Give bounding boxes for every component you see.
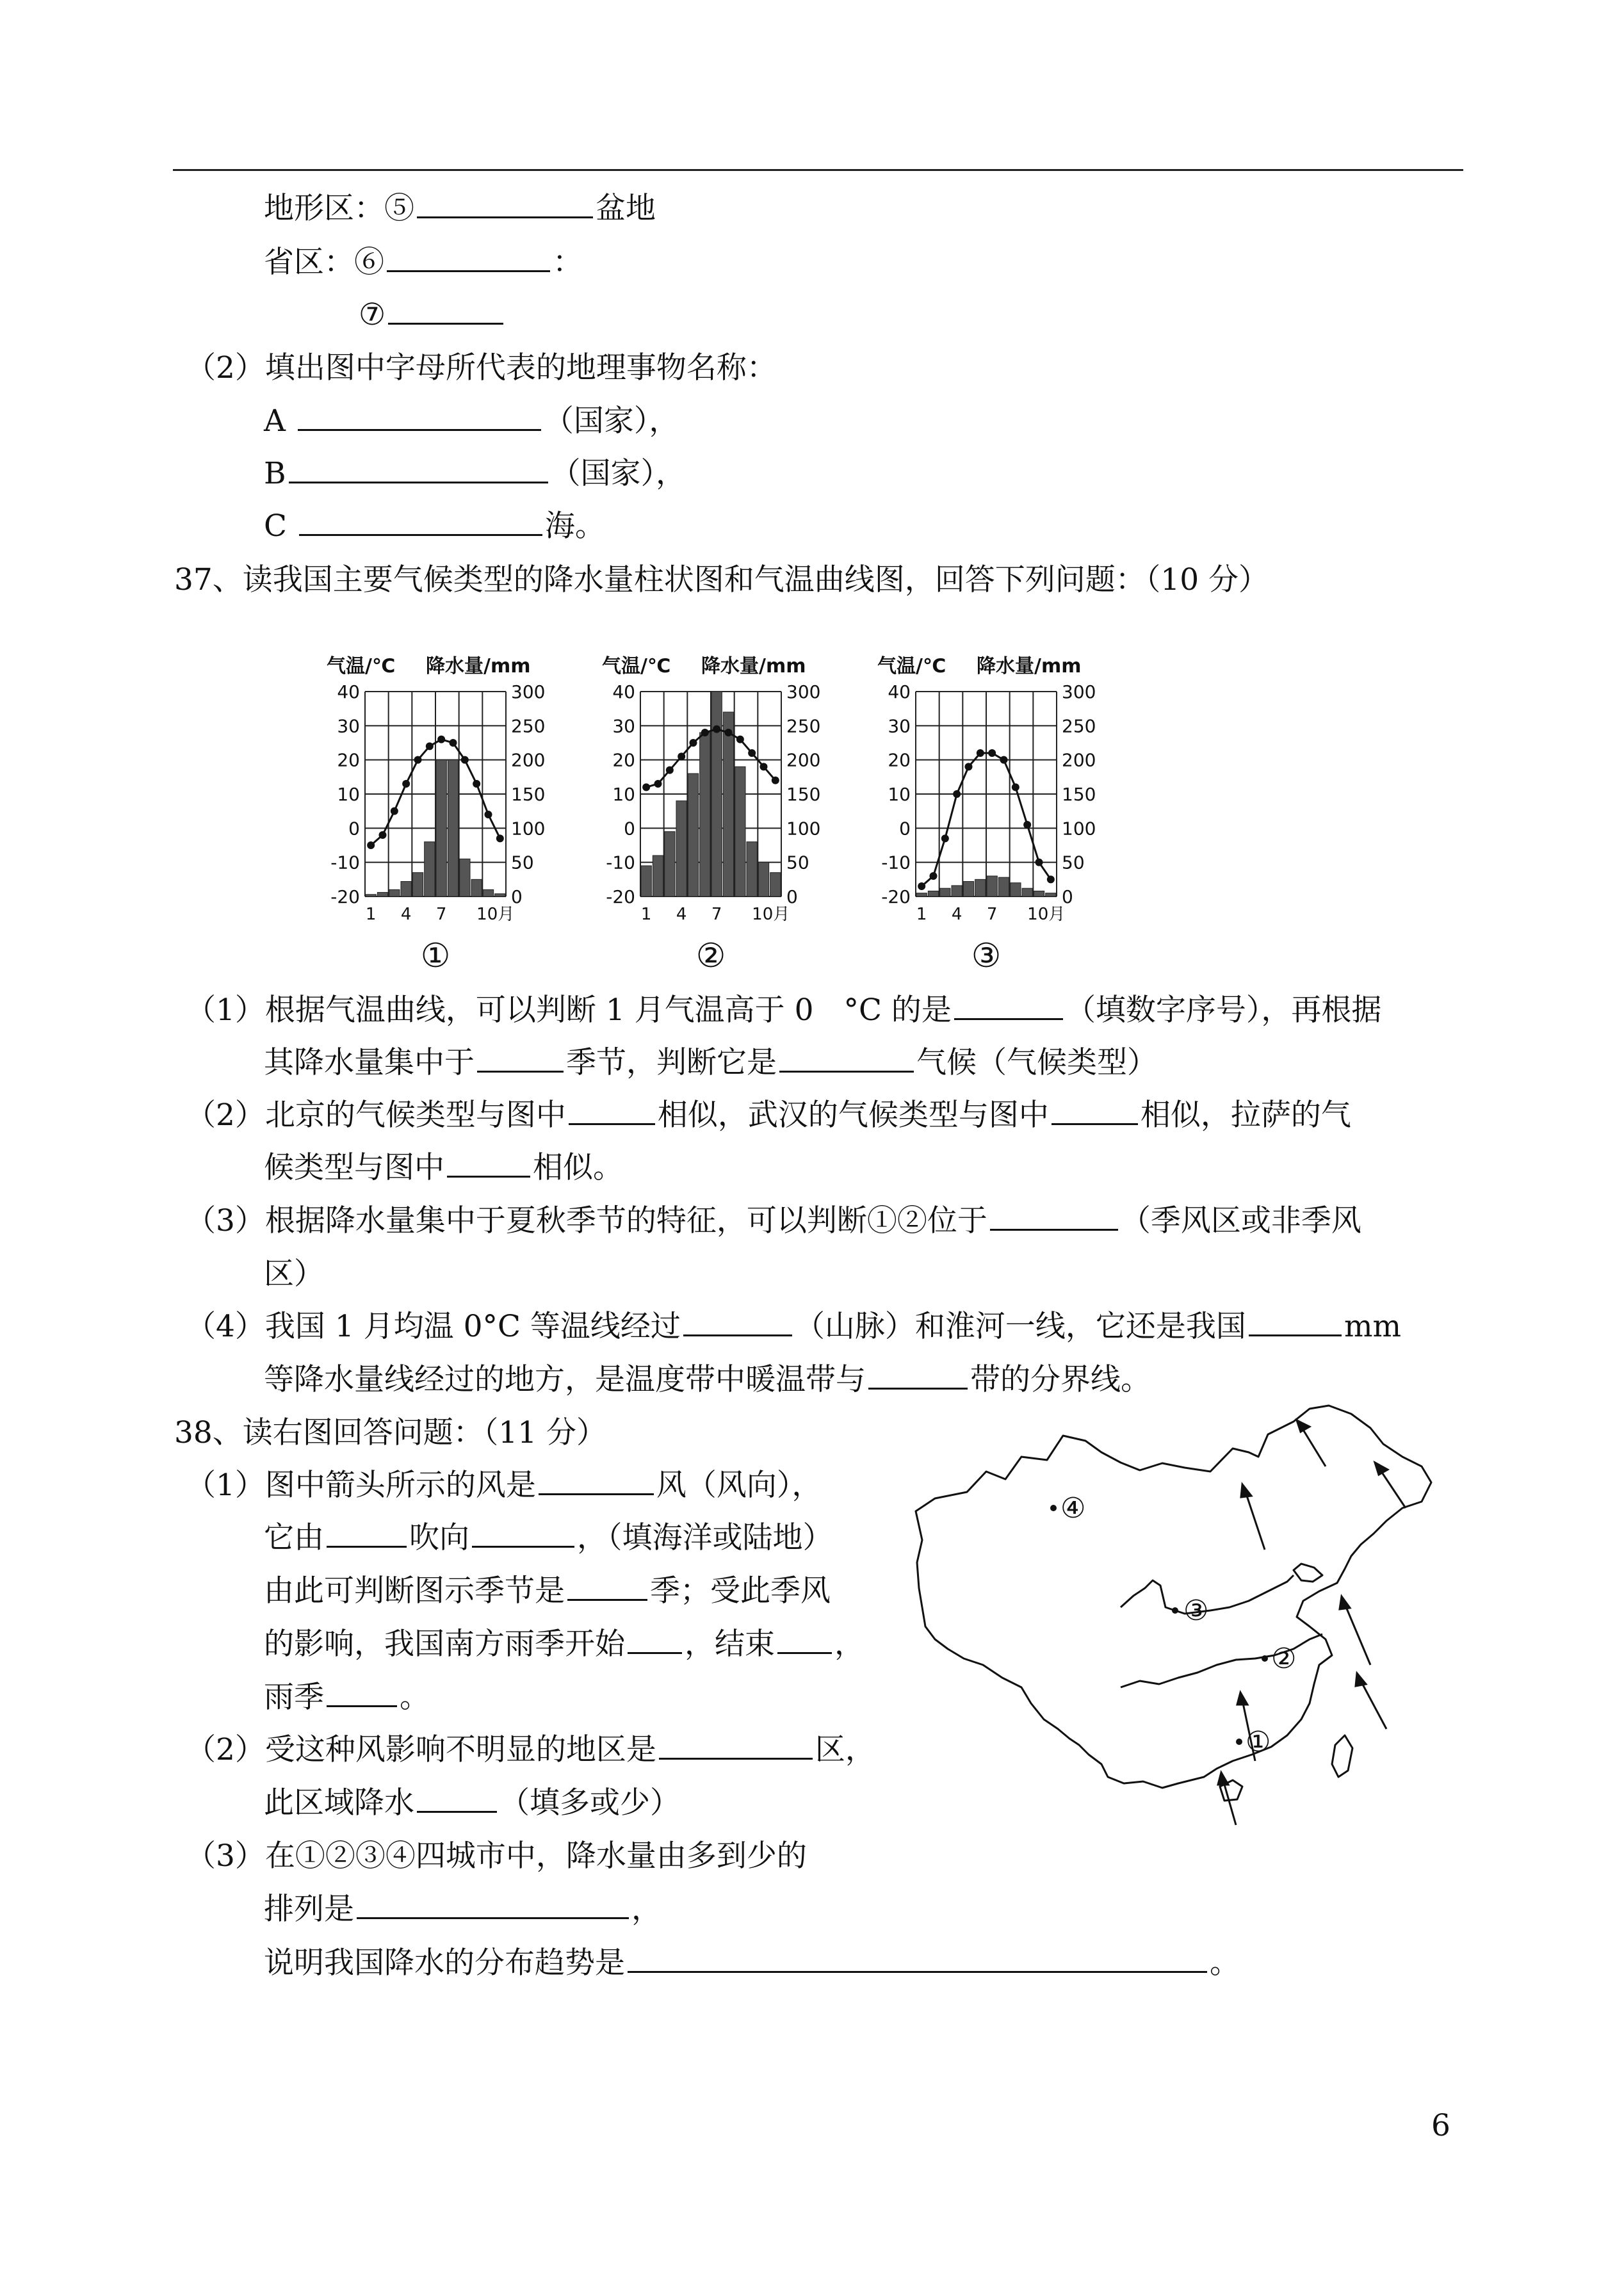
blank-q37-4b[interactable] bbox=[1249, 1309, 1342, 1336]
text: （季风区或非季风 bbox=[1120, 1203, 1361, 1238]
temp-point bbox=[414, 756, 422, 764]
text: 的影响，我国南方雨季开始 bbox=[264, 1626, 625, 1662]
temp-tick-label: 10 bbox=[612, 784, 635, 805]
precip-bar bbox=[1011, 883, 1021, 896]
q37-p3-line1 bbox=[186, 1202, 1361, 1240]
temp-point bbox=[930, 872, 938, 880]
temp-tick-label: -20 bbox=[881, 886, 911, 907]
text: （1）根据气温曲线，可以判断 1 月气温高于 0 °C 的是 bbox=[186, 993, 952, 1028]
temp-point bbox=[654, 780, 662, 788]
text: 候类型与图中 bbox=[264, 1150, 444, 1185]
q37-p3-line2: 区） bbox=[264, 1256, 324, 1292]
precip-bar bbox=[952, 886, 962, 896]
climate-charts bbox=[320, 640, 1153, 999]
temp-point bbox=[379, 831, 387, 839]
china-map bbox=[909, 1396, 1460, 1857]
q38-p3-line2 bbox=[264, 1890, 662, 1929]
q37-p4-line2 bbox=[264, 1361, 1151, 1399]
precip-bar bbox=[975, 879, 986, 896]
text: （填多或少） bbox=[499, 1785, 680, 1821]
precip-bar bbox=[460, 859, 470, 896]
q38-p1-line1 bbox=[186, 1466, 822, 1505]
precip-tick-label: 50 bbox=[511, 852, 534, 873]
blank-B[interactable] bbox=[289, 456, 548, 483]
q38-p2-line2 bbox=[264, 1784, 680, 1822]
precip-tick-label: 100 bbox=[786, 818, 821, 839]
precip-bar bbox=[770, 873, 781, 896]
letter-A: A bbox=[264, 403, 286, 439]
arrow-7 bbox=[1223, 1780, 1236, 1825]
temp-axis-title: 气温/℃ bbox=[602, 655, 671, 677]
text: 带的分界线。 bbox=[970, 1362, 1151, 1397]
temp-point bbox=[391, 807, 398, 815]
text: （1）图中箭头所示的风是 bbox=[186, 1468, 536, 1503]
precip-tick-label: 300 bbox=[511, 681, 546, 702]
precip-tick-label: 300 bbox=[1062, 681, 1096, 702]
precip-axis-title: 降水量/mm bbox=[701, 655, 806, 677]
blank-q38-1a[interactable] bbox=[539, 1468, 654, 1495]
text: 雨季 bbox=[264, 1680, 324, 1715]
temp-point bbox=[713, 726, 720, 733]
precip-tick-label: 0 bbox=[511, 886, 523, 907]
precip-bar bbox=[389, 889, 400, 896]
temp-point bbox=[1047, 875, 1055, 883]
text: 吹向 bbox=[409, 1520, 469, 1555]
x-tick-label: 4 bbox=[676, 905, 687, 924]
precip-bar bbox=[711, 692, 722, 896]
temp-tick-label: 10 bbox=[337, 784, 360, 805]
temp-tick-label: 30 bbox=[337, 715, 360, 737]
precip-tick-label: 100 bbox=[1062, 818, 1096, 839]
blank-q37-1c[interactable] bbox=[779, 1045, 914, 1073]
sea-suffix: 海。 bbox=[544, 508, 605, 544]
landform-suffix: 盆地 bbox=[596, 191, 656, 226]
city-3-label: ③ bbox=[1183, 1594, 1209, 1627]
wind-arrows bbox=[1218, 1420, 1406, 1825]
precip-bar bbox=[758, 863, 768, 896]
precip-tick-label: 250 bbox=[511, 715, 546, 737]
text: 区， bbox=[815, 1732, 875, 1767]
temp-point bbox=[1012, 783, 1019, 791]
temp-point bbox=[772, 777, 779, 784]
x-tick-label: 7 bbox=[711, 905, 722, 924]
precip-bar bbox=[676, 801, 686, 896]
temp-tick-label: 30 bbox=[888, 715, 911, 737]
x-tick-label: 7 bbox=[435, 905, 447, 924]
precip-bar bbox=[1046, 893, 1056, 896]
precip-bar bbox=[483, 889, 493, 896]
precip-bar bbox=[916, 893, 927, 896]
text: （3）根据降水量集中于夏秋季节的特征，可以判断①②位于 bbox=[186, 1203, 987, 1238]
precip-bar bbox=[471, 879, 482, 896]
temp-axis-title: 气温/℃ bbox=[327, 655, 396, 677]
climate-chart-3 bbox=[877, 655, 1096, 975]
q38-title: 38、读右图回答问题：（11 分） bbox=[174, 1415, 607, 1450]
precip-tick-label: 50 bbox=[786, 852, 809, 873]
temp-point bbox=[367, 841, 375, 849]
q37-p1-line2 bbox=[264, 1044, 1157, 1082]
text: ， bbox=[631, 1892, 662, 1927]
text: 相似，武汉的气候类型与图中 bbox=[657, 1098, 1049, 1133]
precip-axis-title: 降水量/mm bbox=[426, 655, 531, 677]
country-B: （国家）， bbox=[550, 456, 686, 491]
text: 。 bbox=[1210, 1945, 1240, 1981]
temp-point bbox=[642, 783, 650, 791]
blank-q37-2a[interactable] bbox=[569, 1098, 655, 1125]
precip-tick-label: 100 bbox=[511, 818, 546, 839]
q36-part2: （2）填出图中字母所代表的地理事物名称： bbox=[186, 350, 777, 385]
q38-p1-line4 bbox=[264, 1625, 865, 1664]
chart-id-label: ③ bbox=[971, 937, 1002, 975]
x-tick-label: 4 bbox=[400, 905, 412, 924]
precip-tick-label: 150 bbox=[786, 784, 821, 805]
blank-q38-3a[interactable] bbox=[357, 1892, 629, 1919]
chart-id-label: ② bbox=[695, 937, 726, 975]
q38-p1-line2 bbox=[264, 1519, 833, 1557]
temp-point bbox=[1035, 859, 1043, 866]
arrow-1 bbox=[1380, 1470, 1406, 1508]
blank-q37-1a[interactable] bbox=[954, 993, 1063, 1020]
q38-p1-line3 bbox=[264, 1572, 831, 1610]
q37-p2-line1 bbox=[186, 1096, 1351, 1135]
blank-A[interactable] bbox=[298, 403, 541, 431]
temp-tick-label: -20 bbox=[606, 886, 635, 907]
precip-tick-label: 150 bbox=[1062, 784, 1096, 805]
blank-q38-1c[interactable] bbox=[472, 1520, 574, 1548]
precip-bar bbox=[495, 894, 505, 896]
blank-7[interactable] bbox=[388, 297, 503, 325]
arrow-5 bbox=[1361, 1681, 1386, 1729]
temp-point bbox=[953, 790, 961, 798]
precip-axis-title: 降水量/mm bbox=[977, 655, 1082, 677]
precip-bar bbox=[377, 893, 387, 896]
precip-bar bbox=[987, 876, 997, 896]
temp-point bbox=[1023, 821, 1031, 829]
precip-bar bbox=[723, 712, 733, 896]
blank-q37-4c[interactable] bbox=[868, 1362, 968, 1390]
temp-tick-label: -10 bbox=[881, 852, 911, 873]
text: ， bbox=[834, 1626, 865, 1662]
temp-point bbox=[485, 811, 492, 818]
x-tick-label: 1 bbox=[365, 905, 377, 924]
precip-bar bbox=[998, 877, 1009, 896]
china-outline bbox=[916, 1406, 1431, 1788]
precip-tick-label: 200 bbox=[511, 749, 546, 771]
blank-q37-4a[interactable] bbox=[683, 1309, 792, 1336]
temp-point bbox=[678, 752, 685, 760]
text: 排列是 bbox=[264, 1892, 354, 1927]
blank-q37-2c[interactable] bbox=[447, 1150, 530, 1178]
precip-bar bbox=[653, 856, 663, 896]
text: （4）我国 1 月均温 0°C 等温线经过 bbox=[186, 1309, 681, 1344]
temp-point bbox=[402, 780, 410, 788]
taiwan-island bbox=[1332, 1735, 1352, 1777]
line-B bbox=[264, 455, 686, 493]
text: （填数字序号），再根据 bbox=[1065, 993, 1382, 1028]
precip-bar bbox=[425, 842, 435, 896]
temp-point bbox=[988, 749, 996, 757]
precip-bar bbox=[401, 882, 411, 896]
q38-p3-line3 bbox=[264, 1944, 1240, 1983]
precip-bar bbox=[641, 866, 651, 896]
q38-p2-line1 bbox=[186, 1731, 875, 1769]
precip-bar bbox=[412, 873, 423, 896]
x-tick-label: 10月 bbox=[752, 905, 790, 924]
temp-tick-label: 0 bbox=[348, 818, 360, 839]
blank-q38-2a[interactable] bbox=[659, 1732, 813, 1760]
text: 由此可判断图示季节是 bbox=[264, 1573, 565, 1609]
precip-bar bbox=[963, 882, 973, 896]
blank-q38-1d[interactable] bbox=[567, 1573, 647, 1601]
text: 季节，判断它是 bbox=[566, 1045, 777, 1080]
text: 。 bbox=[400, 1680, 430, 1715]
temp-tick-label: 40 bbox=[888, 681, 911, 702]
text: （山脉）和淮河一线，它还是我国 bbox=[794, 1309, 1246, 1344]
letter-B: B bbox=[264, 456, 286, 491]
line-C bbox=[264, 507, 605, 546]
blank-q37-2b[interactable] bbox=[1052, 1098, 1138, 1125]
x-tick-label: 4 bbox=[951, 905, 962, 924]
landform-line bbox=[264, 190, 656, 228]
blank-q38-3b[interactable] bbox=[628, 1945, 1207, 1973]
temp-axis-title: 气温/℃ bbox=[877, 655, 946, 677]
temp-tick-label: 20 bbox=[337, 749, 360, 771]
precip-bar bbox=[747, 842, 757, 896]
temp-point bbox=[426, 742, 434, 750]
temp-point bbox=[748, 749, 756, 757]
precip-tick-label: 300 bbox=[786, 681, 821, 702]
landform-label: 地形区：⑤ bbox=[264, 191, 414, 226]
temp-point bbox=[701, 729, 709, 736]
country-A: （国家）， bbox=[543, 403, 679, 439]
arrow-4 bbox=[1345, 1604, 1370, 1665]
temp-tick-label: 20 bbox=[888, 749, 911, 771]
item7-label: ⑦ bbox=[359, 297, 386, 332]
temp-point bbox=[736, 736, 744, 743]
x-tick-label: 10月 bbox=[1027, 905, 1066, 924]
text: 其降水量集中于 bbox=[264, 1045, 475, 1080]
province-sep: ： bbox=[553, 245, 583, 280]
q38-p3-line1: （3）在①②③④四城市中，降水量由多到少的 bbox=[186, 1838, 807, 1874]
climate-chart-1 bbox=[327, 655, 545, 975]
text: ，（填海洋或陆地） bbox=[577, 1520, 833, 1555]
precip-tick-label: 200 bbox=[1062, 749, 1096, 771]
temp-point bbox=[690, 739, 697, 747]
precip-tick-label: 200 bbox=[786, 749, 821, 771]
text: 说明我国降水的分布趋势是 bbox=[264, 1945, 625, 1981]
x-tick-label: 1 bbox=[916, 905, 927, 924]
temp-tick-label: 0 bbox=[899, 818, 911, 839]
temp-point bbox=[918, 882, 925, 890]
text: 季；受此季风 bbox=[650, 1573, 831, 1609]
blank-q38-1e[interactable] bbox=[628, 1626, 682, 1654]
temp-tick-label: 40 bbox=[612, 681, 635, 702]
text: 风（风向）， bbox=[656, 1468, 822, 1503]
city-4-label: ④ bbox=[1060, 1492, 1086, 1525]
text: mm bbox=[1344, 1309, 1402, 1344]
blank-q38-1f[interactable] bbox=[777, 1626, 832, 1654]
blank-q38-2b[interactable] bbox=[417, 1785, 497, 1813]
city-2-label: ② bbox=[1271, 1642, 1297, 1675]
text: 气候（气候类型） bbox=[916, 1045, 1157, 1080]
precip-bar bbox=[665, 832, 675, 896]
page-number: 6 bbox=[1431, 2108, 1450, 2143]
text: （2）北京的气候类型与图中 bbox=[186, 1098, 566, 1133]
temp-point bbox=[725, 729, 733, 736]
precip-bar bbox=[735, 766, 745, 896]
temp-point bbox=[473, 780, 480, 788]
temp-tick-label: 10 bbox=[888, 784, 911, 805]
text: 等降水量线经过的地方，是温度带中暖温带与 bbox=[264, 1362, 866, 1397]
blank-q37-1b[interactable] bbox=[477, 1045, 564, 1073]
blank-5[interactable] bbox=[417, 191, 593, 218]
temp-tick-label: -20 bbox=[330, 886, 360, 907]
q37-title: 37、读我国主要气候类型的降水量柱状图和气温曲线图，回答下列问题：（10 分） bbox=[174, 562, 1269, 597]
temp-tick-label: 20 bbox=[612, 749, 635, 771]
q37-p4-line1 bbox=[186, 1308, 1401, 1346]
precip-tick-label: 50 bbox=[1062, 852, 1085, 873]
shandong-coast bbox=[1294, 1564, 1322, 1582]
precip-tick-label: 150 bbox=[511, 784, 546, 805]
precip-bar bbox=[436, 760, 446, 896]
precip-bar bbox=[1034, 891, 1044, 896]
text: 此区域降水 bbox=[264, 1785, 414, 1821]
text: （2）受这种风影响不明显的地区是 bbox=[186, 1732, 656, 1767]
arrow-3 bbox=[1246, 1492, 1265, 1550]
temp-point bbox=[977, 749, 984, 757]
q37-p2-line2 bbox=[264, 1149, 623, 1187]
temp-point bbox=[666, 766, 674, 774]
province-label: 省区：⑥ bbox=[264, 245, 384, 280]
blank-q38-1b[interactable] bbox=[327, 1520, 407, 1548]
temp-point bbox=[437, 736, 445, 743]
temp-tick-label: 30 bbox=[612, 715, 635, 737]
temp-point bbox=[941, 834, 949, 842]
temp-tick-label: 40 bbox=[337, 681, 360, 702]
climate-chart-2 bbox=[602, 655, 820, 975]
temp-point bbox=[965, 763, 973, 770]
q38-p1-line5 bbox=[264, 1678, 430, 1717]
header-rule bbox=[173, 169, 1463, 171]
precip-bar bbox=[928, 891, 938, 896]
precip-tick-label: 0 bbox=[786, 886, 798, 907]
blank-6[interactable] bbox=[387, 245, 550, 272]
precip-bar bbox=[940, 888, 950, 896]
temp-point bbox=[1000, 756, 1008, 764]
text: 它由 bbox=[264, 1520, 324, 1555]
q37-p1-line1 bbox=[186, 991, 1381, 1030]
temp-point bbox=[461, 756, 469, 764]
text: 相似，拉萨的气 bbox=[1140, 1098, 1351, 1133]
precip-tick-label: 250 bbox=[786, 715, 821, 737]
blank-q38-1g[interactable] bbox=[327, 1680, 397, 1707]
temp-tick-label: -10 bbox=[606, 852, 635, 873]
precip-bar bbox=[688, 774, 698, 896]
chart-id-label: ① bbox=[420, 937, 451, 975]
temp-tick-label: -10 bbox=[330, 852, 360, 873]
temp-point bbox=[450, 739, 457, 747]
blank-q37-3[interactable] bbox=[990, 1203, 1118, 1231]
letter-C: C bbox=[264, 508, 287, 544]
arrow-2 bbox=[1301, 1427, 1326, 1466]
x-tick-label: 7 bbox=[986, 905, 998, 924]
precip-bar bbox=[1022, 888, 1032, 896]
city-1-label: ① bbox=[1246, 1726, 1271, 1758]
temp-point bbox=[496, 834, 504, 842]
precip-bar bbox=[366, 895, 376, 896]
province-line bbox=[264, 243, 583, 282]
item7-line bbox=[359, 296, 506, 334]
text: 相似。 bbox=[533, 1150, 623, 1185]
precip-tick-label: 0 bbox=[1062, 886, 1073, 907]
line-A bbox=[264, 402, 679, 441]
precip-bar bbox=[700, 733, 710, 896]
text: ，结束 bbox=[685, 1626, 775, 1662]
precip-tick-label: 250 bbox=[1062, 715, 1096, 737]
x-tick-label: 1 bbox=[640, 905, 652, 924]
temp-point bbox=[760, 763, 768, 770]
temp-tick-label: 0 bbox=[624, 818, 635, 839]
precip-bar bbox=[448, 760, 458, 896]
x-tick-label: 10月 bbox=[476, 905, 515, 924]
blank-C[interactable] bbox=[299, 508, 542, 536]
